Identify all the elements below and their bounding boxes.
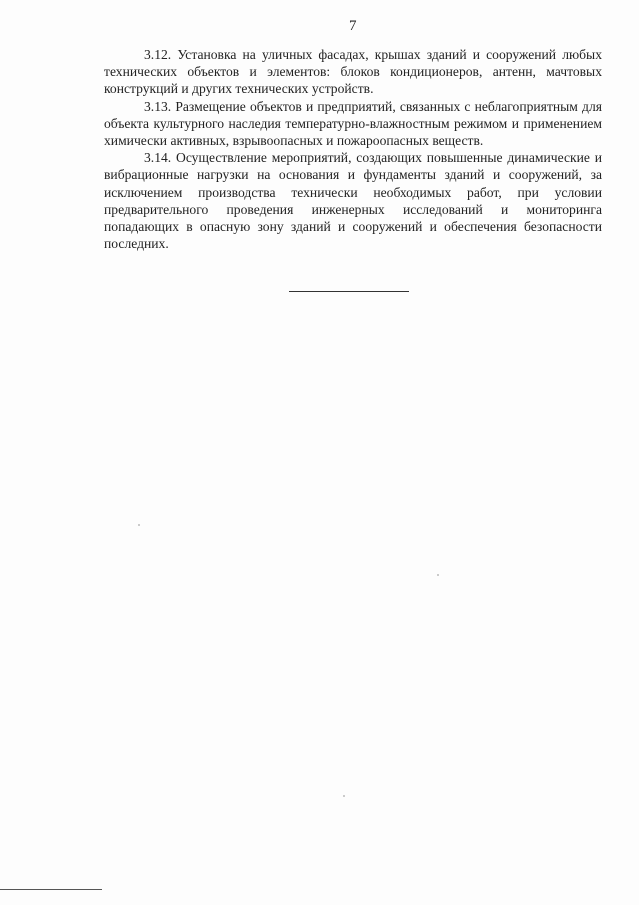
footer-rule: [0, 889, 102, 890]
page-number: 7: [349, 18, 357, 34]
scan-speck: [437, 574, 439, 576]
end-of-text-rule: [289, 291, 409, 292]
paragraph-3-14: 3.14. Осуществление мероприятий, создающих повышенные динамические и вибрационные нагрузки на основания и фундаменты зданий и сооружений, за исключением производства технически необходимых работ, при условии предварительного проведения инженерных исследований и мониторинга попадающих в опасную зону зданий и сооружений и обеспечения безопасности последних.: [104, 150, 602, 252]
scan-speck: [343, 795, 345, 797]
document-body: [104, 46, 602, 252]
paragraph-3-13: 3.13. Размещение объектов и предприятий, связанных с неблагоприятным для объекта культурного наследия температурно-влажностным режимом и применением химически активных, взрывоопасных и пожароопасных веществ.: [104, 98, 602, 149]
scan-speck: [138, 524, 140, 526]
paragraph-3-12: 3.12. Установка на уличных фасадах, крышах зданий и сооружений любых технических объектов и элементов: блоков кондиционеров, антенн, мачтовых конструкций и других технических устройств.: [104, 47, 602, 97]
